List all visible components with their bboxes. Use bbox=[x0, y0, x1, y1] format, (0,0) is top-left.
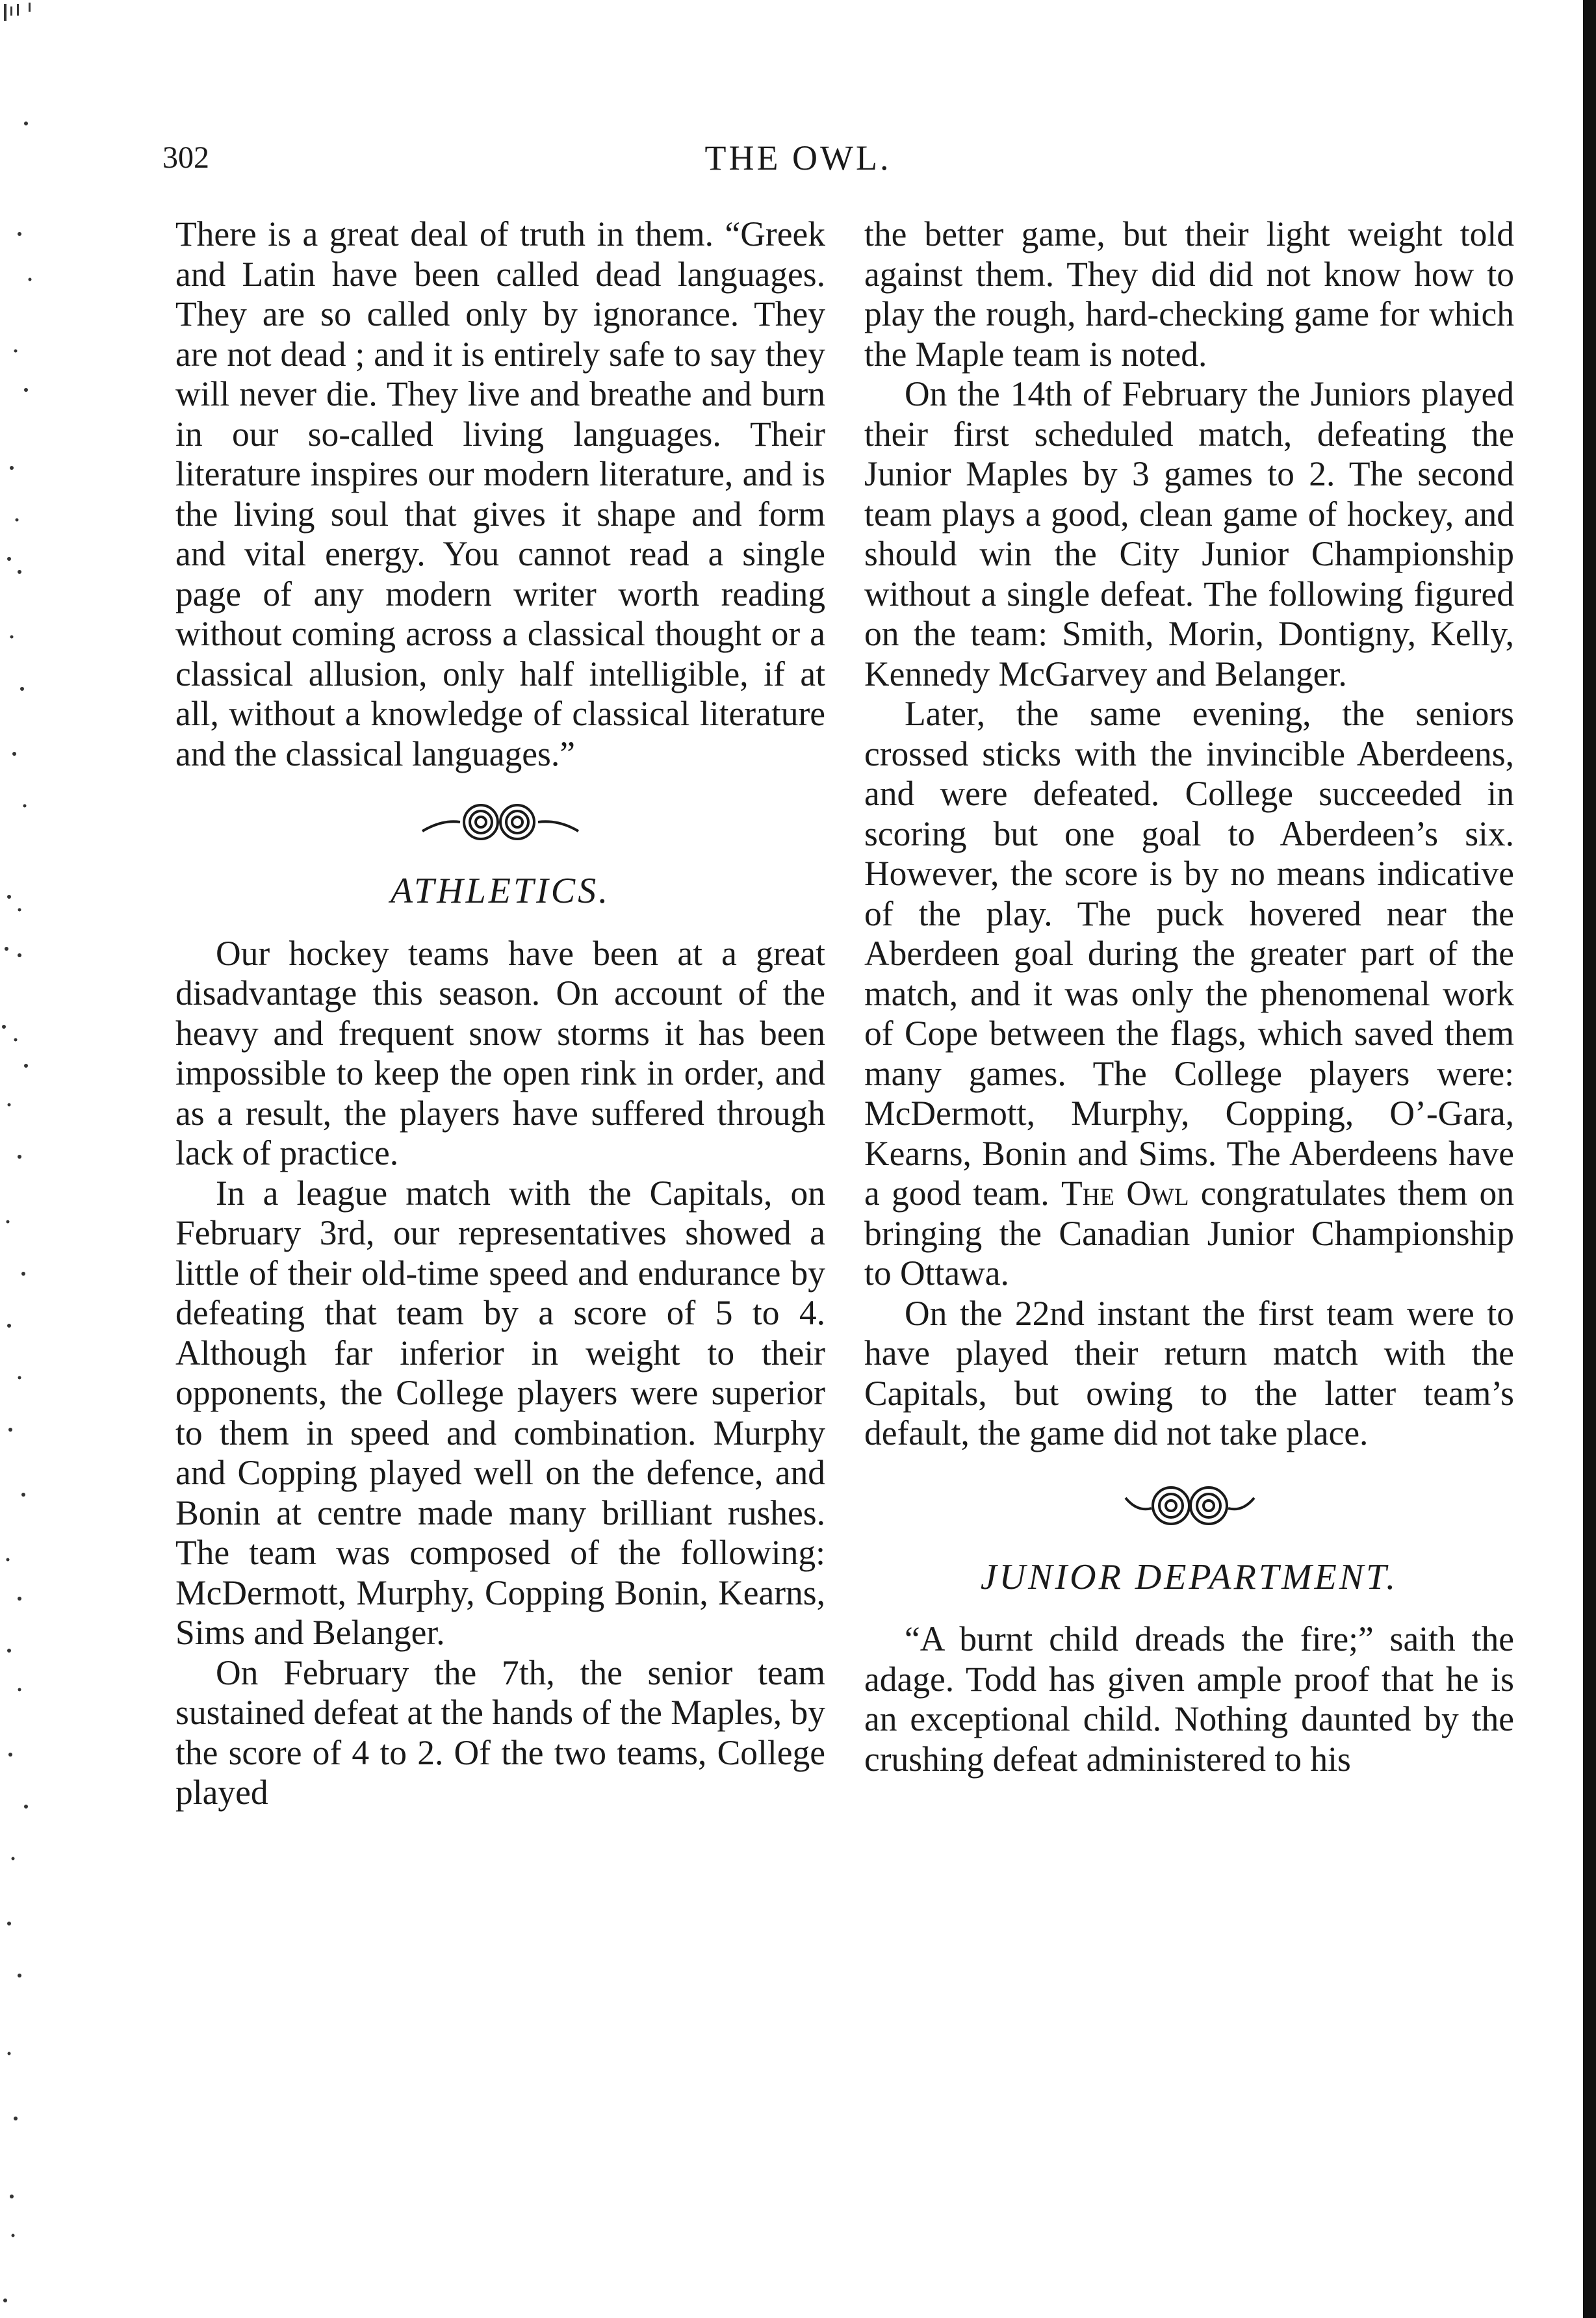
spiral-ornament-divider bbox=[1118, 1480, 1261, 1532]
left-column bbox=[175, 214, 825, 1813]
paragraph-return-match: On the 22nd instant the first team were to have played their return match with the Capitals, but owing to the latter team’s default, the game did not take place. bbox=[864, 1293, 1514, 1452]
paragraph-maples-match: On February the 7th, the senior team sustained defeat at the hands of the Maples, by the score of 4 to 2. Of the two teams, College played bbox=[175, 1653, 825, 1812]
running-title: THE OWL. bbox=[704, 138, 892, 177]
athletics-heading: ATHLETICS. bbox=[390, 871, 611, 911]
owl-name: The Owl bbox=[1061, 1174, 1189, 1213]
aberdeens-text-end: congratulates them on bringing the Canadian Junior Championship to Ottawa. bbox=[864, 1174, 1515, 1293]
scan-edge-bar bbox=[1583, 0, 1596, 2318]
aberdeens-text: Later, the same evening, the seniors crossed sticks with the invincible Aberdeens, and were defeated. College succeeded in scoring but one goal to Aberdeen’s six. However, the score is by no means indicative of the play. The puck hovered near the Aberdeen goal during the greater part of the match, and it was only the phenomenal work of Cope between the flags, which saved them many games. The College players were: McDermott, Murphy, Copping, O’-Gara, Kearns, Bonin and Sims. The Aberdeens have a good team. bbox=[864, 694, 1514, 1213]
right-column bbox=[864, 214, 1514, 1779]
paragraph-classics-quote: There is a great deal of truth in them. “Greek and Latin have been called dead languages. They are so called only by ignorance. They are not dead ; and it is entirely safe to say they will never die. They live and breathe and burn in our so-called living languages. Their literature inspires our modern literature, and is the living soul that gives it shape and form and vital energy. You cannot read a single page of any modern writer worth reading without coming across a classical thought or a classical allusion, only half intelligible, if at all, without a knowledge of classical literature and the classical languages.” bbox=[175, 214, 825, 773]
spiral-ornament-divider bbox=[416, 800, 585, 845]
paragraph-maples-continued: the better game, but their light weight told against them. They did did not know how to play the rough, hard-checking game for which the Maple team is noted. bbox=[864, 214, 1514, 374]
page-number: 302 bbox=[162, 140, 209, 175]
junior-department-heading: JUNIOR DEPARTMENT. bbox=[980, 1556, 1398, 1597]
paragraph-aberdeens-match bbox=[864, 694, 1514, 1294]
paragraph-capitals-match: In a league match with the Capitals, on February 3rd, our representatives showed a little of their old-time speed and endurance by defeating that team by a score of 5 to 4. Although far inferior in weight to their opponents, the College players were superior to them in speed and combination. Murphy and Copping played well on the defence, and Bonin at centre made many brilliant rushes. The team was composed of the following: McDermott, Murphy, Copping Bonin, Kearns, Sims and Belanger. bbox=[175, 1173, 825, 1652]
paragraph-juniors-match: On the 14th of February the Juniors played their first scheduled match, defeating the Junior Maples by 3 games to 2. The second team plays a good, clean game of hockey, and should win the City Junior Championship without a single defeat. The following figured on the team: Smith, Morin, Dontigny, Kelly, Kennedy McGarvey and Belanger. bbox=[864, 374, 1514, 693]
paragraph-junior-adage: “A burnt child dreads the fire;” saith the adage. Todd has given ample proof that he is an exceptional child. Nothing daunted by the crushing defeat administered to his bbox=[864, 1619, 1514, 1779]
paragraph-hockey-season: Our hockey teams have been at a great disadvantage this season. On account of the heavy and frequent snow storms it has been impossible to keep the open rink in order, and as a result, the players have suffered through lack of practice. bbox=[175, 933, 825, 1172]
scan-margin-marks bbox=[0, 0, 78, 2318]
